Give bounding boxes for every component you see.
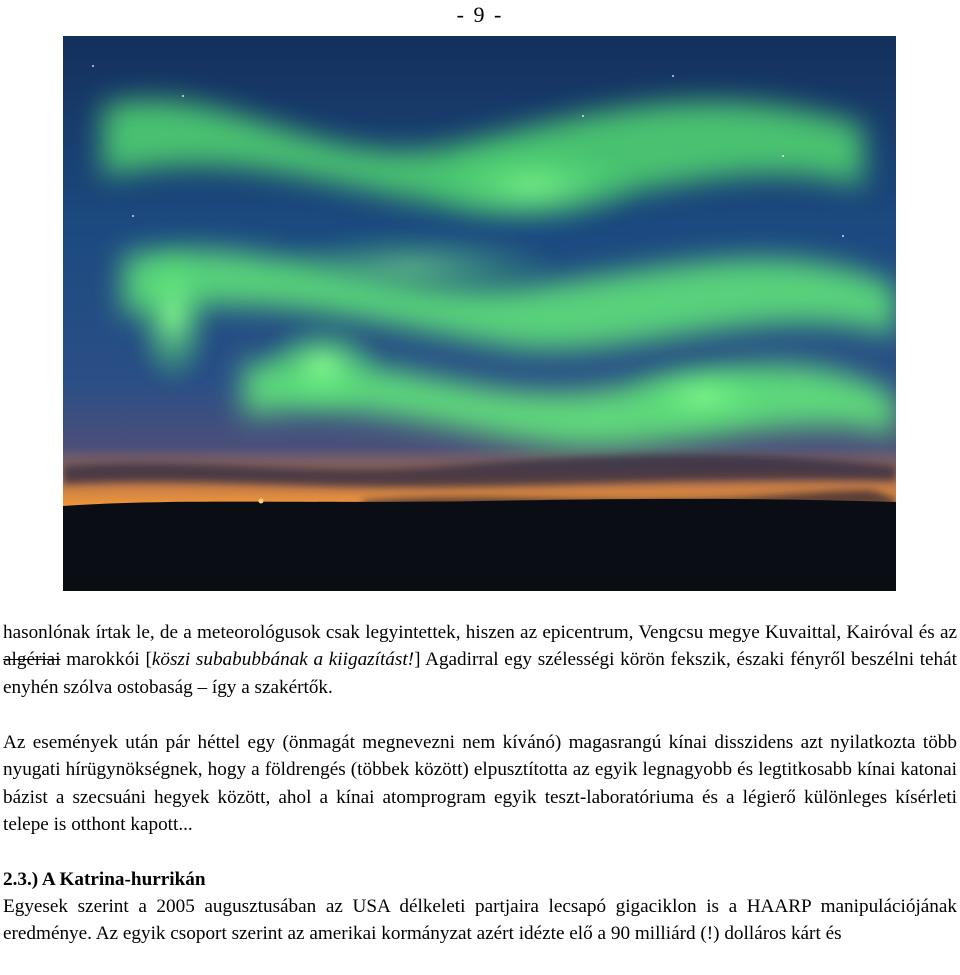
struck-word: algériai: [3, 649, 61, 671]
paragraph-3: Egyesek szerint a 2005 augusztusában az USA délkeleti partjaira lecsapó gigaciklon is a HAARP manipulációjának eredménye. Az egyik csoport szerint az amerikai kormányzat azért idézte elő a 90 milliárd (!) dolláros kárt és: [3, 896, 957, 945]
paragraph-1-text-a: hasonlónak írtak le, de a meteorológusok csak legyintettek, hiszen az epicentrum, Vengcsu megye Kuvaittal, Kairóval és az: [3, 622, 957, 643]
paragraph-1: [3, 619, 957, 701]
aurora-image: [63, 36, 896, 591]
paragraph-2: Az események után pár héttel egy (önmagát megnevezni nem kívánó) magasrangú kínai disszidens azt nyilatkozta több nyugati hírügynökségnek, hogy a földrengés (többek között) elpusztította az egyik legnagyobb és legtitkosabb kínai katonai bázist a szecsuáni hegyek között, ahol a kínai atomprogram egyik teszt-laboratóriuma és a légierő különleges kísérleti telepe is otthont kapott...: [3, 732, 957, 835]
paragraph-1-text-c: ] Agadirral egy szélességi körön fekszik, északi fényről beszélni tehát enyhén szólva ostobaság – így a szakértők.: [3, 649, 958, 698]
paragraph-1-text-b: marokkói [: [60, 649, 152, 671]
italic-note: köszi subabubbának a kiigazítást!: [151, 649, 415, 671]
page-number: - 9 -: [456, 2, 504, 27]
section-heading: 2.3.) A Katrina-hurrikán: [3, 869, 206, 890]
aurora-photo: [63, 36, 896, 591]
